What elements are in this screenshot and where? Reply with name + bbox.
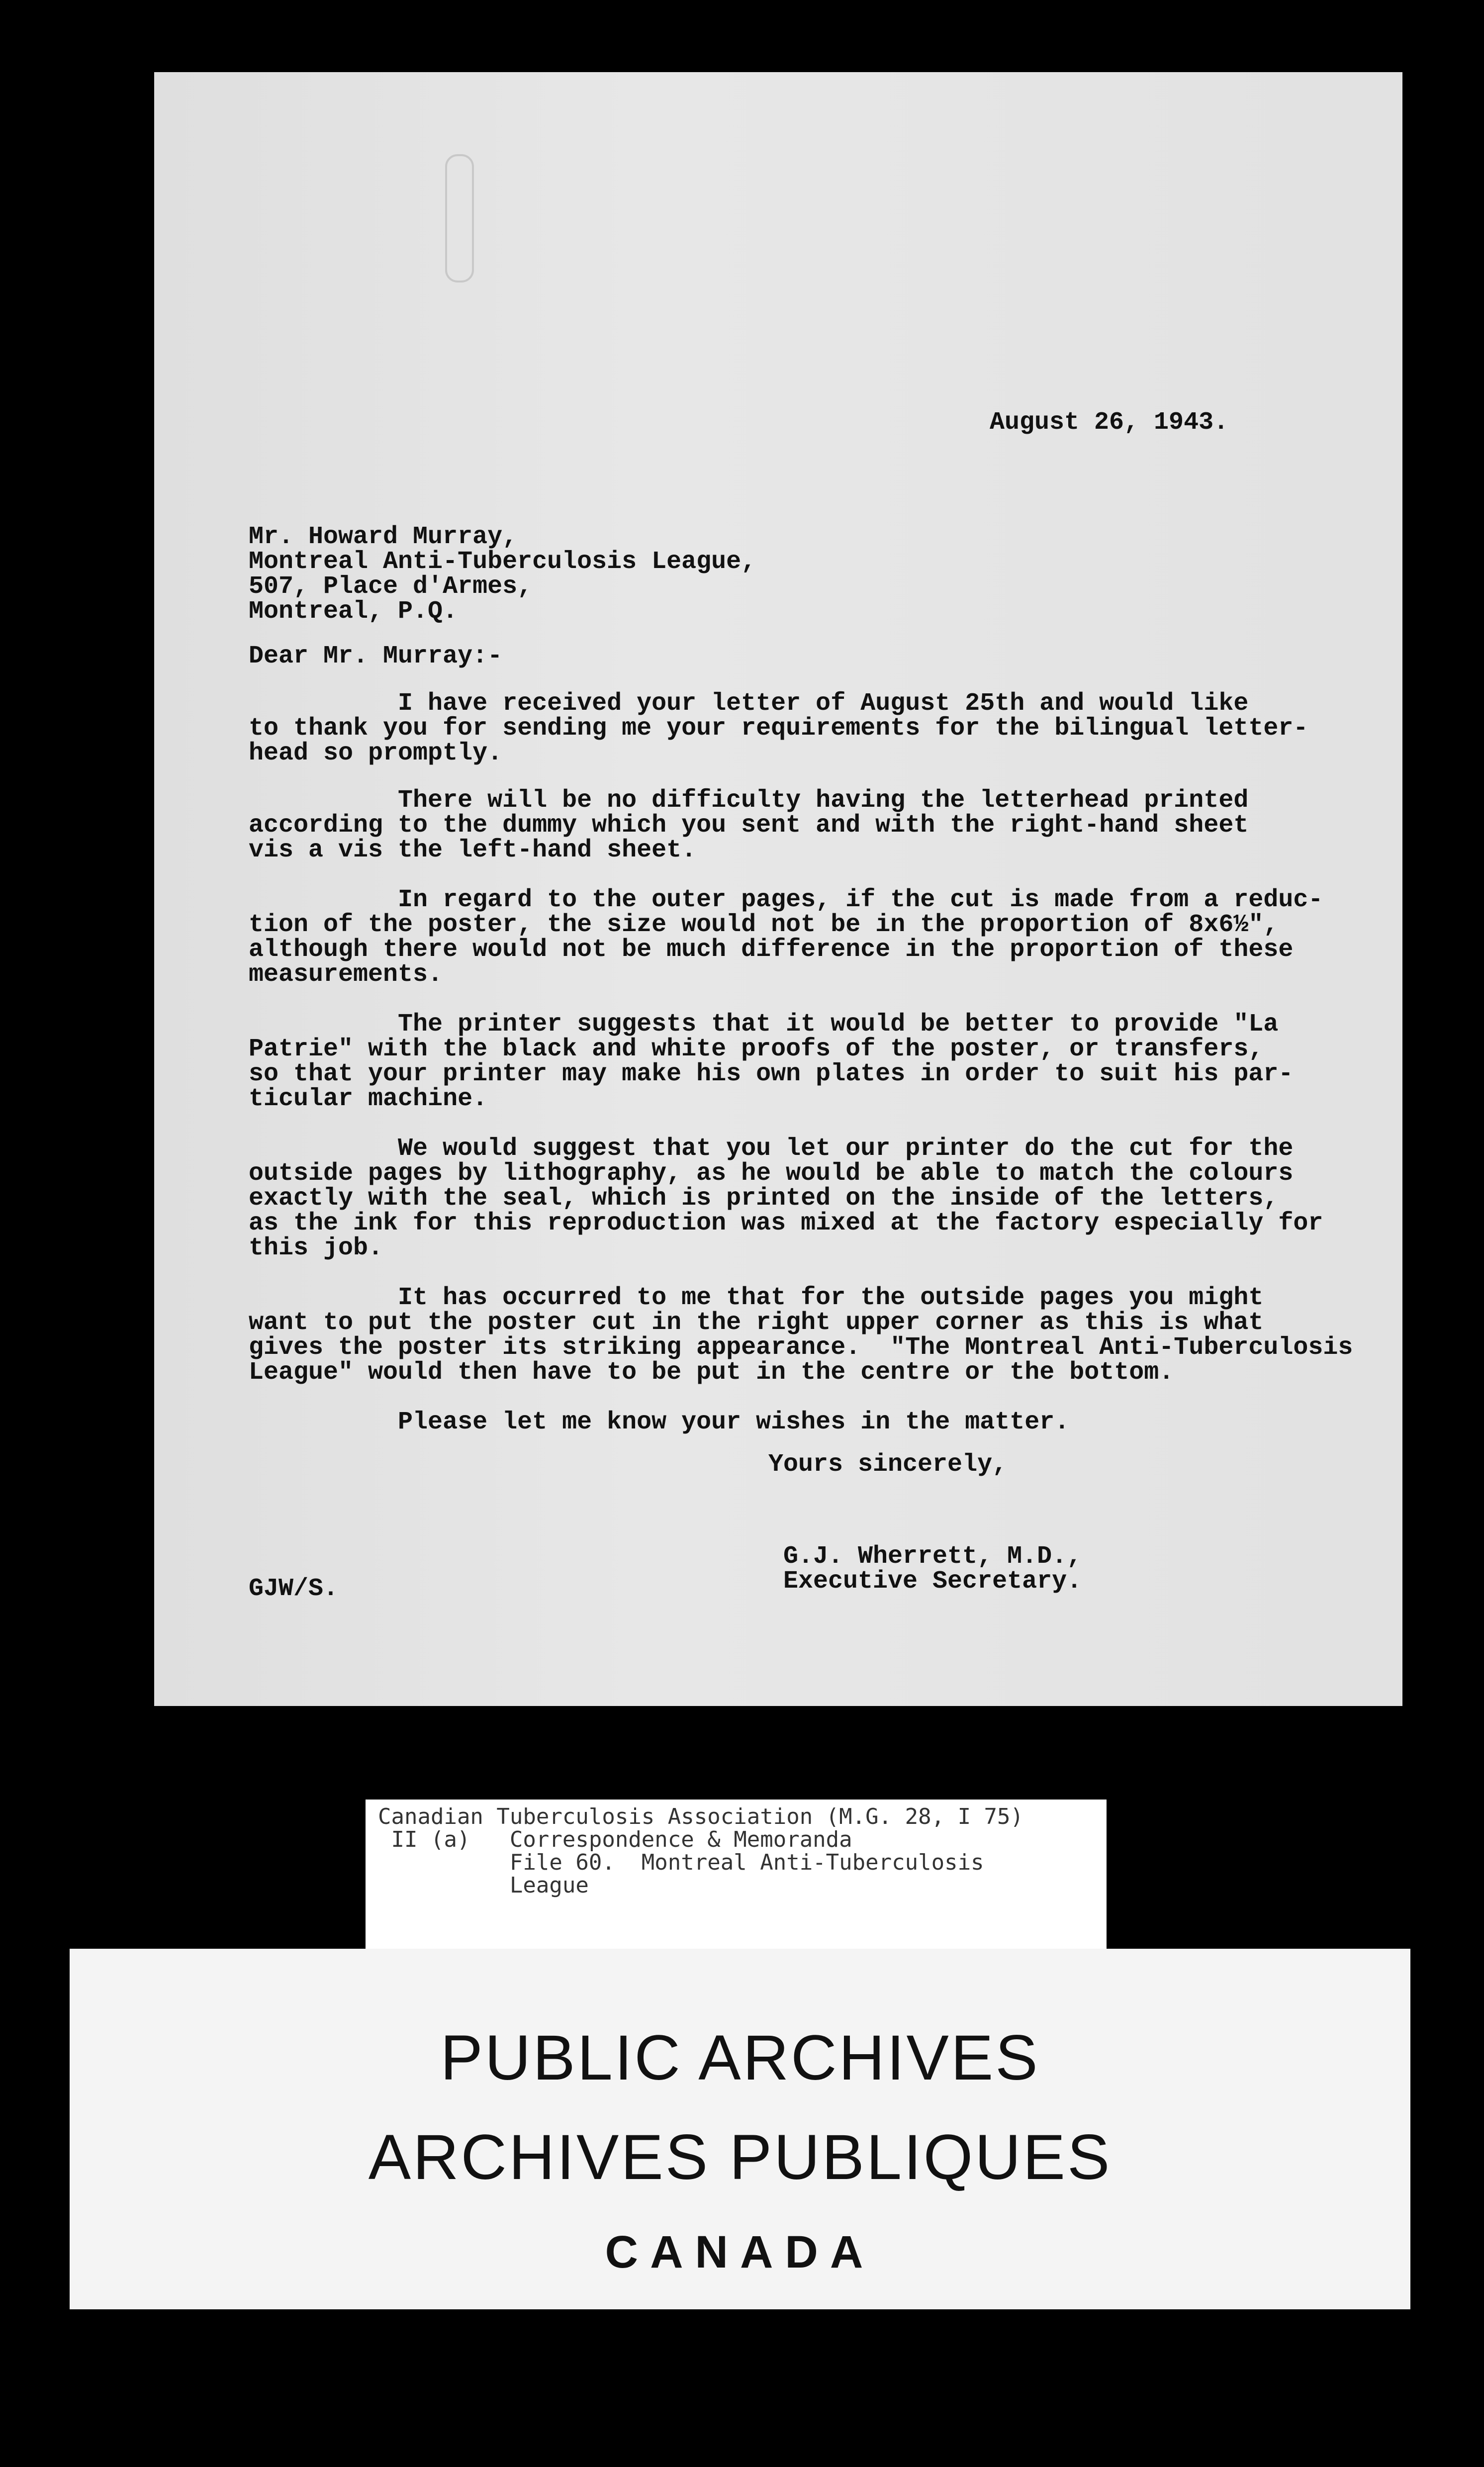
archives-title-english: PUBLIC ARCHIVES [440,2022,1040,2093]
paragraph-6: It has occurred to me that for the outside pages you might want to put the poster cut in the right upper corner as this is what gives the poster its striking appearance. "The Montreal Anti-Tuberculosis League" would then have to be put in the centre or the bottom. [249,1284,1353,1387]
address-line-2: Montreal Anti-Tuberculosis League, [249,548,756,576]
archives-country: CANADA [605,2227,875,2277]
public-archives-card [70,1949,1410,2309]
signature-name: G.J. Wherrett, M.D., [783,1542,1082,1571]
paragraph-7: Please let me know your wishes in the matter. [249,1408,1070,1436]
paragraph-1: I have received your letter of August 25th and would like to thank you for sending me your requirements for the bilingual letter- head so promptly. [249,689,1308,767]
label-line-4: League [378,1873,589,1898]
reference-initials: GJW/S. [249,1575,339,1603]
signature-title: Executive Secretary. [783,1567,1082,1596]
paragraph-3: In regard to the outer pages, if the cut is made from a reduc- tion of the poster, the size would not be in the proportion of 8x6½", although there would not be much difference in the proportion of these measurements. [249,886,1323,989]
archive-reference-label [366,1800,1107,1949]
label-line-1: Canadian Tuberculosis Association (M.G. 28, I 75) [378,1804,1024,1829]
label-line-2: II (a) Correspondence & Memoranda [378,1827,852,1852]
label-line-3: File 60. Montreal Anti-Tuberculosis [378,1850,984,1875]
paperclip-mark [445,154,474,283]
salutation: Dear Mr. Murray:- [249,642,503,670]
letter-date: August 26, 1943. [990,408,1229,437]
paragraph-5: We would suggest that you let our printer do the cut for the outside pages by lithography, as he would be able to match the colours exactly with the seal, which is printed on the inside of the letters, as the ink for this reproduction was mixed at the factory especially for this job. [249,1135,1323,1262]
letter-page [154,72,1402,1706]
closing: Yours sincerely, [768,1450,1008,1479]
address-line-1: Mr. Howard Murray, [249,523,518,551]
address-line-4: Montreal, P.Q. [249,597,458,626]
address-line-3: 507, Place d'Armes, [249,572,533,601]
archives-title-french: ARCHIVES PUBLIQUES [368,2122,1112,2193]
paragraph-4: The printer suggests that it would be better to provide "La Patrie" with the black and white proofs of the poster, or transfers, so that your printer may make his own plates in order to suit his par- ticular machine. [249,1010,1294,1113]
paragraph-2: There will be no difficulty having the letterhead printed according to the dummy which you sent and with the right-hand sheet vis a vis the left-hand sheet. [249,786,1249,864]
